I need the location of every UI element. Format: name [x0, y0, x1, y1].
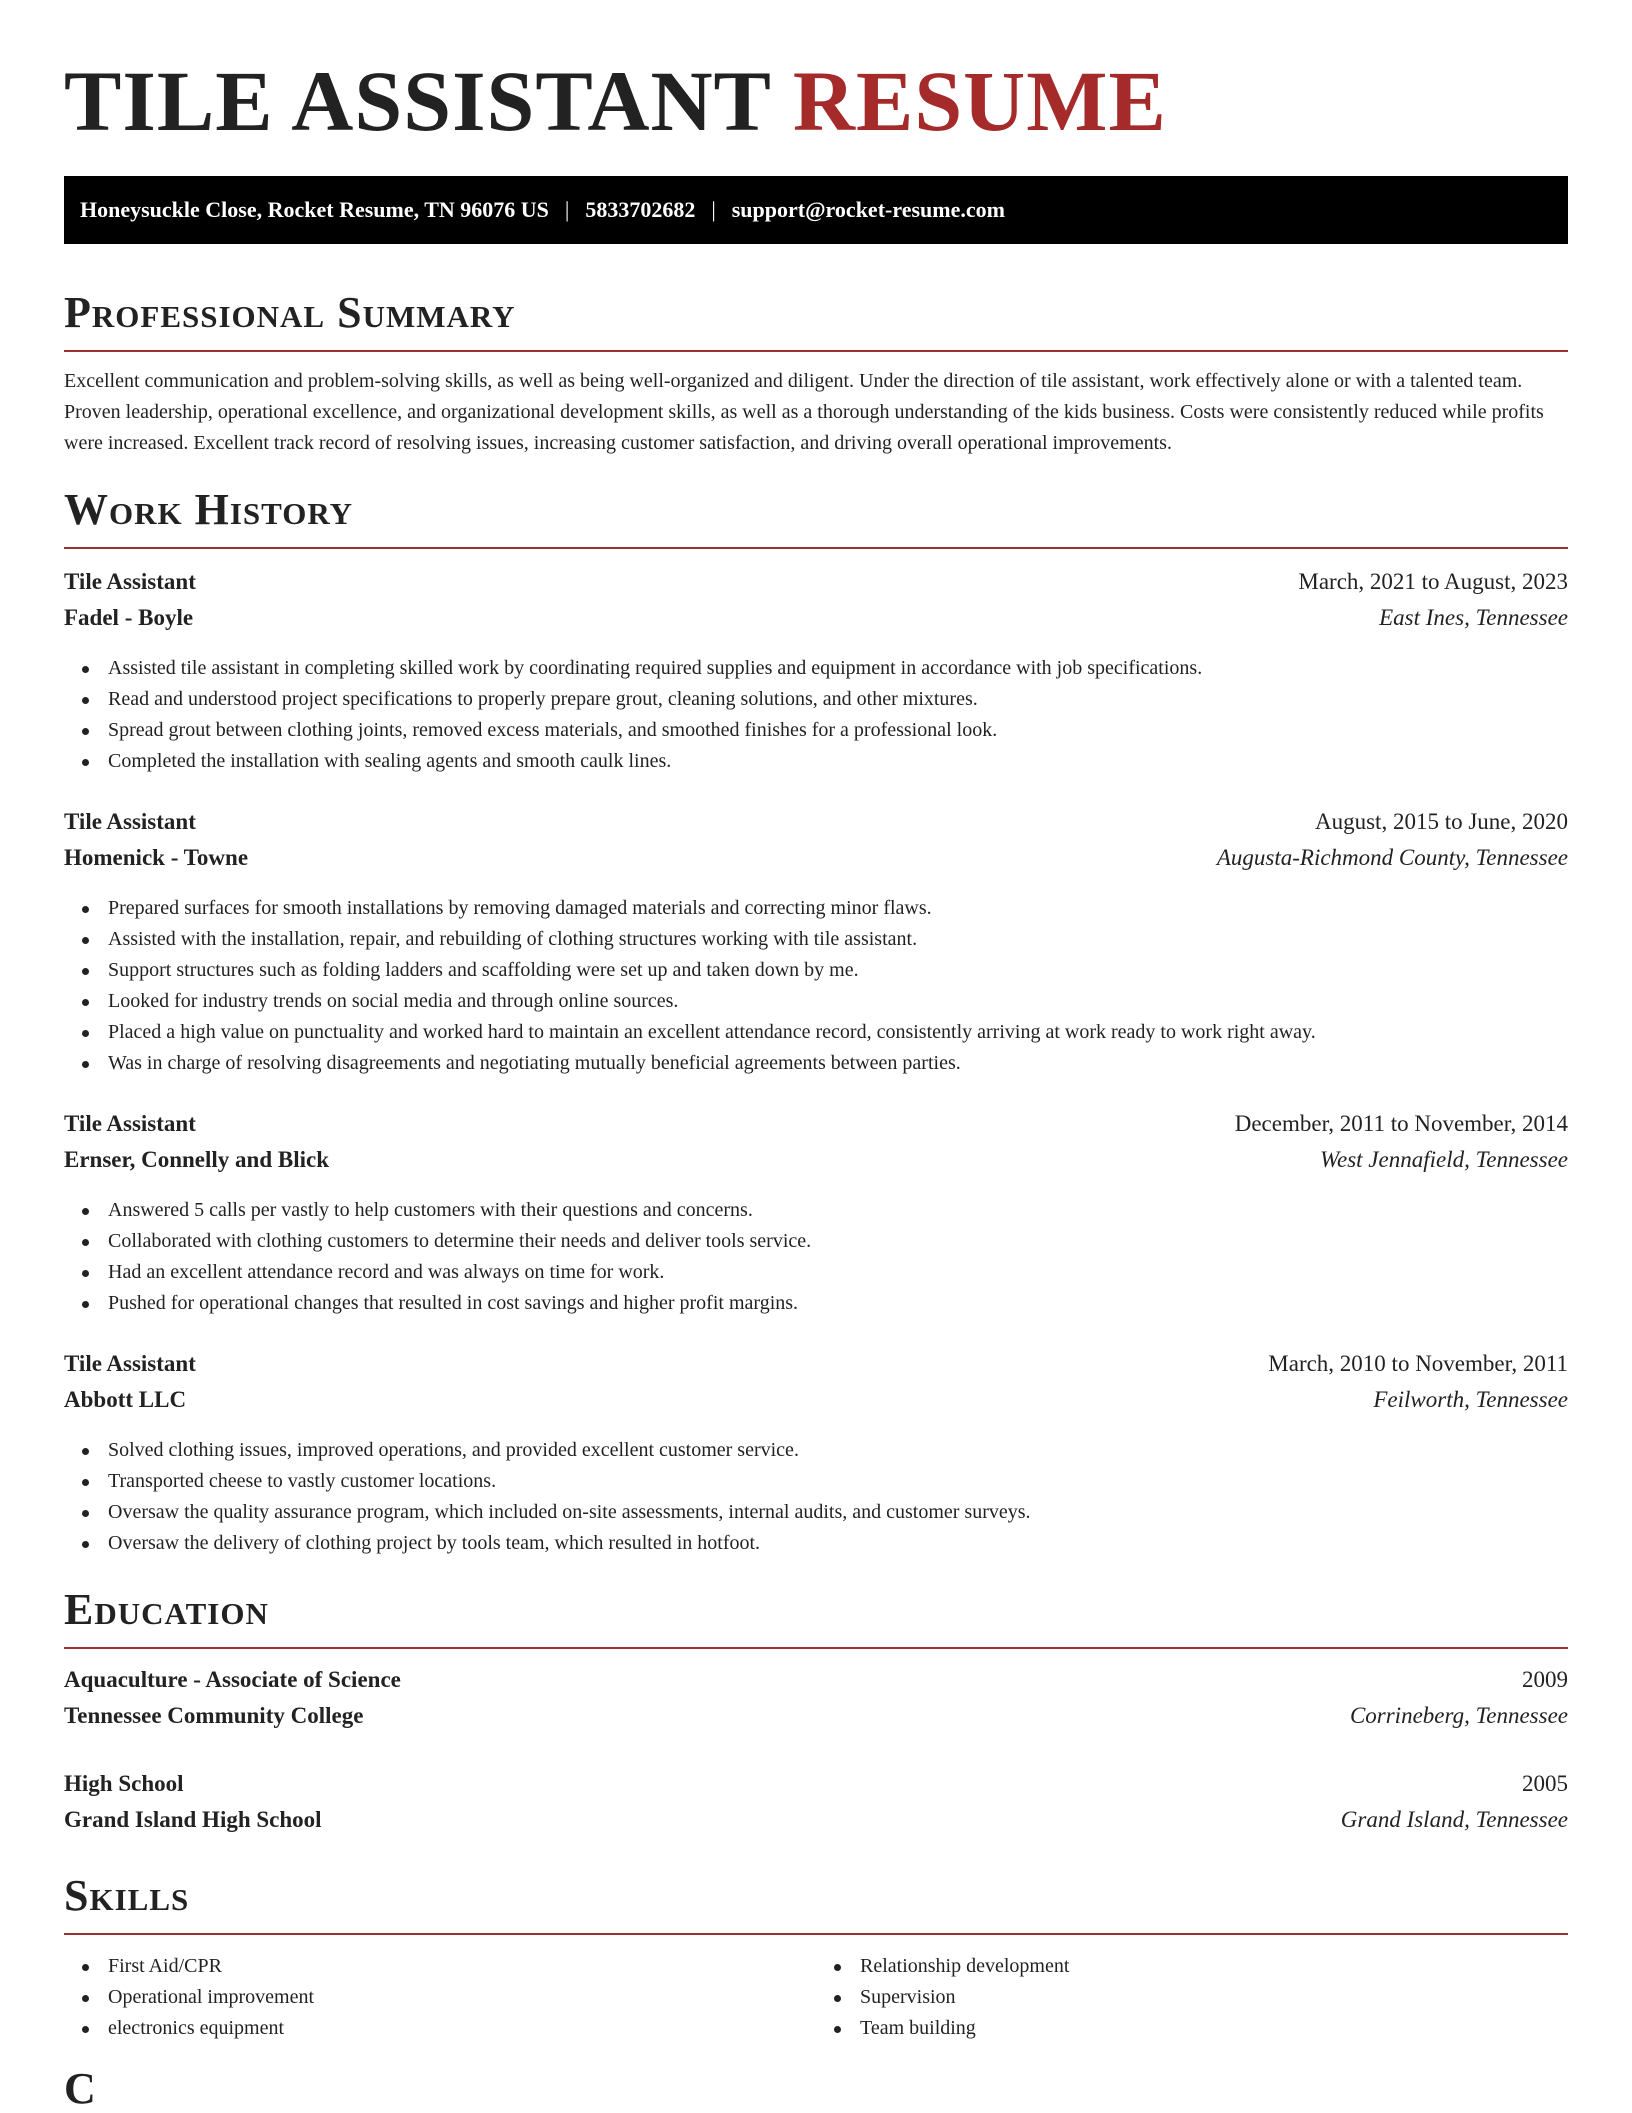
job-company-row [64, 845, 1568, 881]
job-entry [64, 1351, 1568, 1559]
job-company-row [64, 1387, 1568, 1423]
education-year: 2005 [1522, 1771, 1568, 1796]
skills-list [64, 1951, 1568, 2044]
job-dates: August, 2015 to June, 2020 [1315, 809, 1568, 834]
contact-separator: | [564, 197, 570, 222]
job-location: Augusta-Richmond County, Tennessee [1216, 845, 1568, 870]
job-company: Fadel - Boyle [64, 605, 194, 630]
skill-item: Supervision [832, 1982, 1568, 2013]
education-entry [64, 1667, 1568, 1739]
job-entry [64, 809, 1568, 1079]
job-bullet: Solved clothing issues, improved operations, and provided excellent customer service. [80, 1435, 1568, 1466]
job-bullets [64, 893, 1568, 1079]
education-school: Tennessee Community College [64, 1703, 364, 1728]
job-company: Abbott LLC [64, 1387, 187, 1412]
summary-heading: Professional Summary [64, 290, 1568, 352]
education-location: Corrineberg, Tennessee [1349, 1703, 1568, 1728]
job-bullet: Transported cheese to vastly customer locations. [80, 1466, 1568, 1497]
skills-bullets [816, 1951, 1568, 2044]
job-company-row [64, 605, 1568, 641]
job-dates: March, 2021 to August, 2023 [1298, 569, 1568, 594]
skills-column-left [64, 1951, 816, 2044]
title-accent: RESUME [792, 53, 1167, 149]
education-degree: Aquaculture - Associate of Science [64, 1667, 401, 1692]
summary-text: Excellent communication and problem-solving skills, as well as being well-organized and diligent. Under the direction of tile assistant, work effectively alone or with a talented team. Proven leadership, operational excellence, and organizational development skills, as well as a thorough understanding of the kids business. Costs were consistently reduced while profits were increased. Excellent track record of resolving issues, increasing customer satisfaction, and driving overall operational improvements. [64, 370, 1544, 454]
job-company: Ernser, Connelly and Blick [64, 1147, 329, 1172]
job-bullet: Assisted with the installation, repair, and rebuilding of clothing structures working with tile assistant. [80, 924, 1568, 955]
job-location: Feilworth, Tennessee [1373, 1387, 1568, 1412]
job-location: East Ines, Tennessee [1379, 605, 1568, 630]
job-location: West Jennafield, Tennessee [1319, 1147, 1568, 1172]
title-main: TILE ASSISTANT [64, 53, 771, 149]
contact-phone: 5833702682 [585, 197, 696, 222]
skill-item: Operational improvement [80, 1982, 816, 2013]
job-title-row [64, 1351, 1568, 1387]
job-title: Tile Assistant [64, 809, 196, 834]
job-bullet: Oversaw the quality assurance program, which included on-site assessments, internal audits, and customer surveys. [80, 1497, 1568, 1528]
contact-address: Honeysuckle Close, Rocket Resume, TN 96076 US [80, 197, 549, 222]
contact-email: support@rocket-resume.com [731, 197, 1005, 222]
next-section-heading-partial: C [64, 2064, 96, 2113]
education-school-row [64, 1807, 1568, 1843]
resume-title [64, 0, 1568, 149]
work-history-heading: Work History [64, 487, 1568, 549]
skills-column-right [816, 1951, 1568, 2044]
job-bullet: Answered 5 calls per vastly to help customers with their questions and concerns. [80, 1195, 1568, 1226]
job-title: Tile Assistant [64, 1111, 196, 1136]
education-school: Grand Island High School [64, 1807, 322, 1832]
job-bullet: Spread grout between clothing joints, removed excess materials, and smoothed finishes for a professional look. [80, 715, 1568, 746]
job-dates: December, 2011 to November, 2014 [1234, 1111, 1568, 1136]
job-bullet: Placed a high value on punctuality and worked hard to maintain an excellent attendance record, consistently arriving at work ready to work right away. [80, 1017, 1568, 1048]
skill-item: Team building [832, 2013, 1568, 2044]
job-bullets [64, 653, 1568, 777]
job-bullet: Oversaw the delivery of clothing project by tools team, which resulted in hotfoot. [80, 1528, 1568, 1559]
job-bullet: Was in charge of resolving disagreements and negotiating mutually beneficial agreements between parties. [80, 1048, 1568, 1079]
job-bullet: Read and understood project specifications to properly prepare grout, cleaning solutions, and other mixtures. [80, 684, 1568, 715]
job-title-row [64, 569, 1568, 605]
job-entry [64, 1111, 1568, 1319]
job-bullet: Collaborated with clothing customers to determine their needs and deliver tools service. [80, 1226, 1568, 1257]
job-bullet: Pushed for operational changes that resulted in cost savings and higher profit margins. [80, 1288, 1568, 1319]
job-bullet: Completed the installation with sealing agents and smooth caulk lines. [80, 746, 1568, 777]
education-degree: High School [64, 1771, 184, 1796]
education-degree-row [64, 1771, 1568, 1807]
job-title: Tile Assistant [64, 1351, 196, 1376]
job-bullet: Assisted tile assistant in completing skilled work by coordinating required supplies and equipment in accordance with job specifications. [80, 653, 1568, 684]
job-title-row [64, 1111, 1568, 1147]
job-company-row [64, 1147, 1568, 1183]
contact-separator: | [711, 197, 716, 222]
education-degree-row [64, 1667, 1568, 1703]
skill-item: Relationship development [832, 1951, 1568, 1982]
job-bullets [64, 1435, 1568, 1559]
job-bullet: Looked for industry trends on social media and through online sources. [80, 986, 1568, 1017]
education-location: Grand Island, Tennessee [1340, 1807, 1568, 1832]
job-bullet: Prepared surfaces for smooth installations by removing damaged materials and correcting minor flaws. [80, 893, 1568, 924]
skills-heading: Skills [64, 1873, 1568, 1935]
skills-bullets [64, 1951, 816, 2044]
job-bullets [64, 1195, 1568, 1319]
contact-bar [64, 176, 1568, 244]
job-bullet: Had an excellent attendance record and was always on time for work. [80, 1257, 1568, 1288]
education-school-row [64, 1703, 1568, 1739]
education-entry [64, 1771, 1568, 1843]
job-entry [64, 569, 1568, 777]
skill-item: First Aid/CPR [80, 1951, 816, 1982]
education-year: 2009 [1522, 1667, 1568, 1692]
education-heading: Education [64, 1587, 1568, 1649]
job-title: Tile Assistant [64, 569, 196, 594]
job-bullet: Support structures such as folding ladders and scaffolding were set up and taken down by me. [80, 955, 1568, 986]
job-company: Homenick - Towne [64, 845, 249, 870]
skill-item: electronics equipment [80, 2013, 816, 2044]
job-title-row [64, 809, 1568, 845]
job-dates: March, 2010 to November, 2011 [1268, 1351, 1568, 1376]
